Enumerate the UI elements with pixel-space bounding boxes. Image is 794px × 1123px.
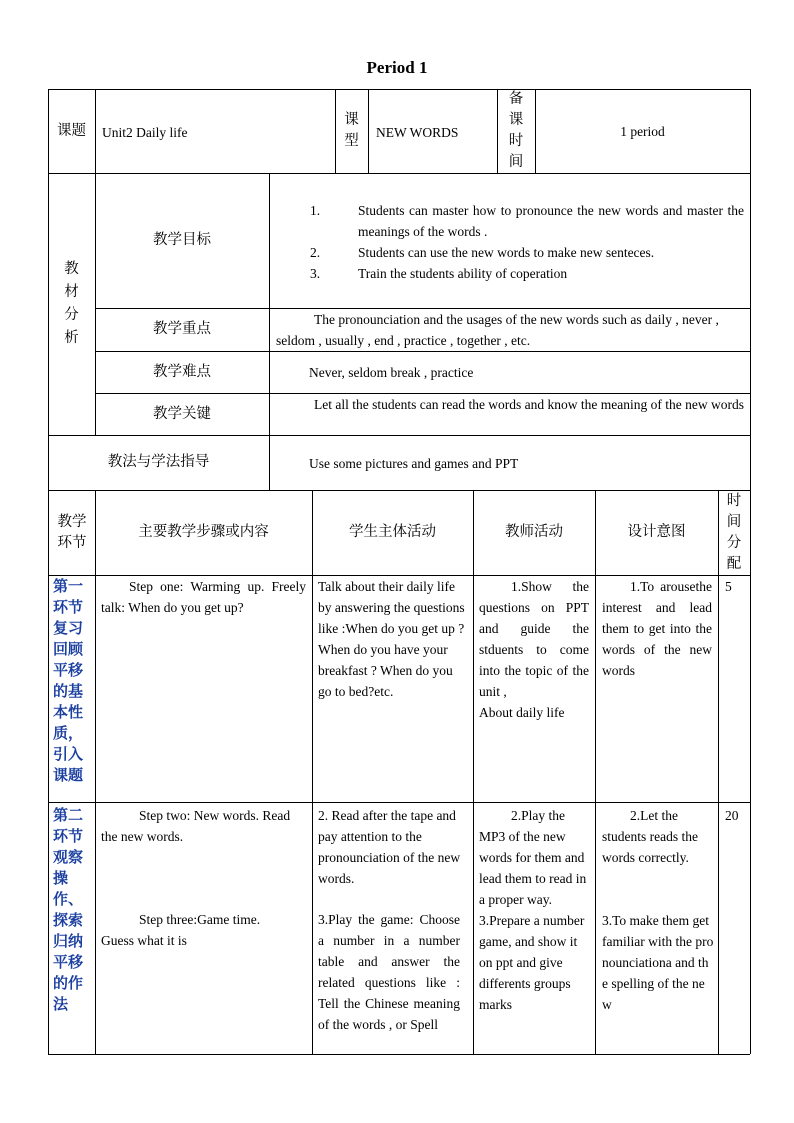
analysis-label-char: 教 <box>64 261 79 277</box>
stage-1-time: 5 <box>725 579 732 594</box>
goal-number: 1. <box>310 203 321 218</box>
prep-label-char: 课 <box>508 112 524 128</box>
design-intent-text: 2.Let the students reads the words correctly. <box>602 808 698 865</box>
key-points-label: 教学重点 <box>153 321 211 337</box>
crux-text: Let all the students can read the words and know the meaning of the new words <box>314 397 745 412</box>
time-header-char: 分 <box>726 534 742 551</box>
goal-text: Students can master how to pronounce the new words and master the meanings of the words . <box>358 203 744 239</box>
col-header-steps: 主要教学步骤或内容 <box>138 524 269 540</box>
time-header-char: 间 <box>726 513 742 530</box>
goal-text: Students can use the new words to make new senteces. <box>358 245 655 260</box>
stage-2-student-activity-b: 3.Play the game: Choose a number in a number table and answer the related questions like : Tell the Chinese meaning of the words , or Spell <box>318 912 460 1032</box>
type-label-char: 课 <box>344 112 359 128</box>
stage-1-student-activity: Talk about their daily life by answering the questions like :When do you get up ? When do you have your breakfast ? When do you go to bed?etc. <box>318 579 465 699</box>
analysis-label-char: 析 <box>64 330 79 346</box>
goal-item <box>272 200 744 242</box>
type-label <box>335 89 368 173</box>
prep-time-value: 1 period <box>620 123 665 139</box>
stage-2-design-intent <box>602 805 714 1036</box>
type-value: NEW WORDS <box>376 125 459 140</box>
goal-number: 2. <box>310 245 321 260</box>
col-header-teacher: 教师活动 <box>505 524 563 540</box>
stage-1-title: 第一环节复习回顾平移的基本性质，引入课题 <box>53 577 84 784</box>
goals-list <box>272 200 744 284</box>
stage-1-steps: Step one: Warming up. Freely talk: When do you get up? <box>101 579 306 615</box>
topic-value: Unit2 Daily life <box>102 125 188 140</box>
col-header-design: 设计意图 <box>627 524 686 540</box>
key-points-text: The pronounciation and the usages of the new words such as daily , never , seldom , usually , end , practice , together , etc. <box>276 312 719 348</box>
goals-label: 教学目标 <box>153 232 211 248</box>
teacher-activity-text: 1.Show the questions on PPT and guide the stduents to come into the topic of the unit , <box>479 579 589 699</box>
stage-2-title: 第二环节观察操作、探索归纳平移的作法 <box>53 806 84 1013</box>
topic-label: 课题 <box>57 122 86 139</box>
crux-label: 教学关键 <box>153 405 211 422</box>
method-text: Use some pictures and games and PPT <box>309 456 519 471</box>
stage-1-design-intent: 1.To arousethe interest and lead them to get into the words of the new words <box>602 579 712 678</box>
analysis-label-char: 分 <box>64 307 79 323</box>
type-label-char: 型 <box>344 133 359 149</box>
stage-1-teacher-activity <box>479 576 589 723</box>
col-header-student: 学生主体活动 <box>349 524 436 540</box>
stage-2-time: 20 <box>725 808 739 823</box>
goal-item <box>272 242 744 263</box>
prep-label-char: 备 <box>508 91 524 107</box>
design-intent-text: 3.To make them get familiar with the pronounciationa and the spelling of the new <box>602 913 714 1012</box>
teacher-activity-text: 3.Prepare a number game, and show it on ppt and give differents groups marks <box>479 913 585 1012</box>
teacher-activity-text: About daily life <box>479 705 565 720</box>
col-header-time <box>718 490 750 575</box>
time-header-char: 时 <box>726 492 742 509</box>
stage-2-steps-b: Step three:Game time. Guess what it is <box>101 912 261 948</box>
goal-number: 3. <box>310 266 321 281</box>
analysis-label-char: 材 <box>64 284 79 300</box>
difficult-points-text: Never, seldom break , practice <box>309 365 474 380</box>
teacher-activity-text: 2.Play the MP3 of the new words for them and lead them to read in a proper way. <box>479 808 587 907</box>
col-header-stage: 教学环节 <box>57 513 87 551</box>
prep-label-char: 时 <box>508 133 524 149</box>
method-label: 教法与学法指导 <box>107 454 210 470</box>
prep-time-label <box>497 89 535 173</box>
goal-item <box>272 263 744 284</box>
stage-2-teacher-activity <box>479 805 589 1015</box>
time-header-char: 配 <box>726 555 742 572</box>
analysis-section-label <box>48 173 95 435</box>
page-title: Period 1 <box>366 58 428 77</box>
stage-2-student-activity-a: 2. Read after the tape and pay attention to the pronounciation of the new words. <box>318 808 461 886</box>
prep-label-char: 间 <box>508 154 524 170</box>
difficult-points-label: 教学难点 <box>153 363 211 380</box>
goal-text: Train the students ability of coperation <box>358 266 568 281</box>
stage-2-steps-a: Step two: New words. Read the new words. <box>101 808 291 844</box>
